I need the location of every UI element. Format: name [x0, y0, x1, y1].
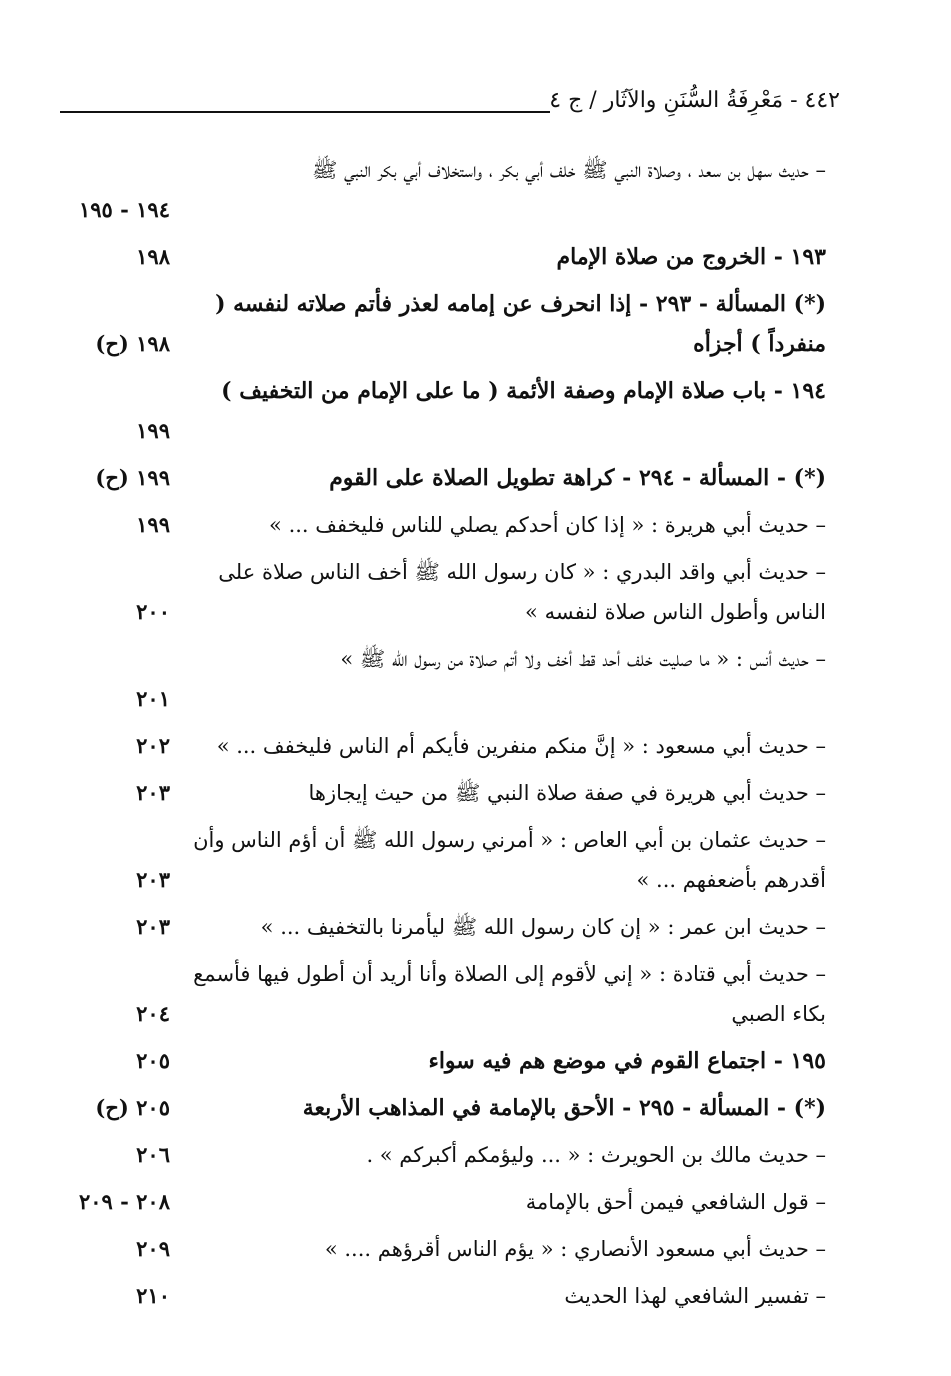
toc-item-text: – تفسير الشافعي لهذا الحديث [564, 1284, 826, 1308]
toc-item-text: – حديث مالك بن الحويرث : « ... وليؤمكم أكبركم » . [366, 1143, 826, 1167]
toc-entry [0, 1182, 951, 1222]
toc-heading: ١٩٤ - باب صلاة الإمام وصفة الأئمة ( ما على الإمام من التخفيف ) [221, 378, 826, 404]
toc-page-number: ٢٠٩ [136, 1236, 170, 1261]
toc-page-number: ١٩٨ (ح) [95, 331, 170, 356]
toc-item-text: – حديث عثمان بن أبي العاص : « أمرني رسول الله ﷺ أن أؤم الناس وأن أقدرهم بأضعفهم ... » [193, 828, 826, 892]
toc-entry [0, 237, 951, 277]
toc-page-number: ٢٠٣ [136, 914, 170, 939]
toc-page-number: ٢٠٥ (ح) [95, 1095, 170, 1120]
toc-item-text: – حديث أبي واقد البدري : « كان رسول الله ﷺ أخف الناس صلاة على الناس وأطول الناس صلاة لنفسه » [218, 560, 826, 624]
toc-heading: ١٩٥ - اجتماع القوم في موضع هم فيه سواء [428, 1048, 826, 1074]
toc-item-text: – حديث أبي مسعود الأنصاري : « يؤم الناس أقرؤهم .... » [324, 1237, 826, 1261]
toc-item-text: – حديث أبي هريرة في صفة صلاة النبي ﷺ من حيث إيجازها [308, 781, 826, 805]
toc-page-number: ٢٠٢ [136, 733, 170, 758]
toc-page-number: ٢١٠ [136, 1283, 170, 1308]
toc-heading: ١٩٣ - الخروج من صلاة الإمام [556, 244, 826, 270]
toc-item-text: – حديث أبي هريرة : « إذا كان أحدكم يصلي للناس فليخفف ... » [269, 513, 826, 537]
toc-page-number: ٢٠٤ [136, 1001, 170, 1026]
toc-page-number: ٢٠٣ [136, 867, 170, 892]
toc-item-text: – حديث أبي قتادة : « إني لأقوم إلى الصلاة وأنا أريد أن أطول فيها فأسمع بكاء الصبي [193, 962, 826, 1026]
toc-entry [0, 1088, 951, 1128]
toc-page-number: ٢٠١ [136, 686, 170, 711]
page-number: ٤٤٢ [804, 88, 840, 113]
toc-entry [0, 726, 951, 766]
toc-entry [0, 284, 951, 364]
toc-heading: (*) - المسألة - ٢٩٤ - كراهة تطويل الصلاة على القوم [329, 465, 826, 491]
book-title: مَعْرِفَةُ السُّنَنِ والآثَار / ج ٤ [549, 88, 784, 113]
toc-item-text: – قول الشافعي فيمن أحق بالإمامة [525, 1190, 826, 1214]
toc-page-number: ٢٠٣ [136, 780, 170, 805]
toc-entry [0, 552, 951, 632]
toc-page-number: ١٩٩ [136, 512, 170, 537]
toc-page-number: ٢٠٠ [136, 599, 170, 624]
toc-heading: (*) - المسألة - ٢٩٥ - الأحق بالإمامة في المذاهب الأربعة [302, 1095, 826, 1121]
toc-entry [0, 954, 951, 1034]
toc-entry [0, 371, 951, 451]
toc-entry [0, 820, 951, 900]
toc-page-number: ٢٠٨ - ٢٠٩ [78, 1189, 170, 1214]
toc-entry [0, 150, 951, 230]
toc-entry [0, 1041, 951, 1081]
toc-item-text: – حديث سهل بن سعد ، وصلاة النبي ﷺ خلف أبي بكر ، واستخلاف أبي بكر النبي ﷺ [311, 158, 826, 182]
toc-entry [0, 1135, 951, 1175]
toc-item-text: – حديث أبي مسعود : « إنَّ منكم منفرين فأيكم أم الناس فليخفف ... » [216, 734, 826, 758]
toc-entry [0, 1276, 951, 1316]
toc-entry [0, 458, 951, 498]
toc-page-number: ١٩٤ - ١٩٥ [78, 197, 170, 222]
toc-entry [0, 639, 951, 719]
header-rule [60, 111, 550, 113]
toc-entry [0, 773, 951, 813]
toc-item-text: – حديث أنس : « ما صليت خلف أحد قط أخف ولا أتم صلاة من رسول الله ﷺ » [340, 647, 826, 671]
toc-page-number: ١٩٨ [136, 244, 170, 269]
page-header [60, 88, 840, 128]
toc-entry [0, 907, 951, 947]
toc-entry [0, 505, 951, 545]
toc-page-number: ١٩٩ (ح) [95, 465, 170, 490]
toc-page-number: ١٩٩ [136, 418, 170, 443]
toc-item-text: – حديث ابن عمر : « إن كان رسول الله ﷺ ليأمرنا بالتخفيف ... » [260, 915, 826, 939]
running-header: ٤٤٢ - مَعْرِفَةُ السُّنَنِ والآثَار / ج ٤ [549, 88, 840, 113]
toc-heading: (*) المسألة - ٢٩٣ - إذا انحرف عن إمامه لعذر فأتم صلاته لنفسه ( منفرداً ) أجزأه [215, 291, 826, 357]
toc-page-number: ٢٠٥ [136, 1048, 170, 1073]
toc-entry [0, 1229, 951, 1269]
toc-page-number: ٢٠٦ [136, 1142, 170, 1167]
